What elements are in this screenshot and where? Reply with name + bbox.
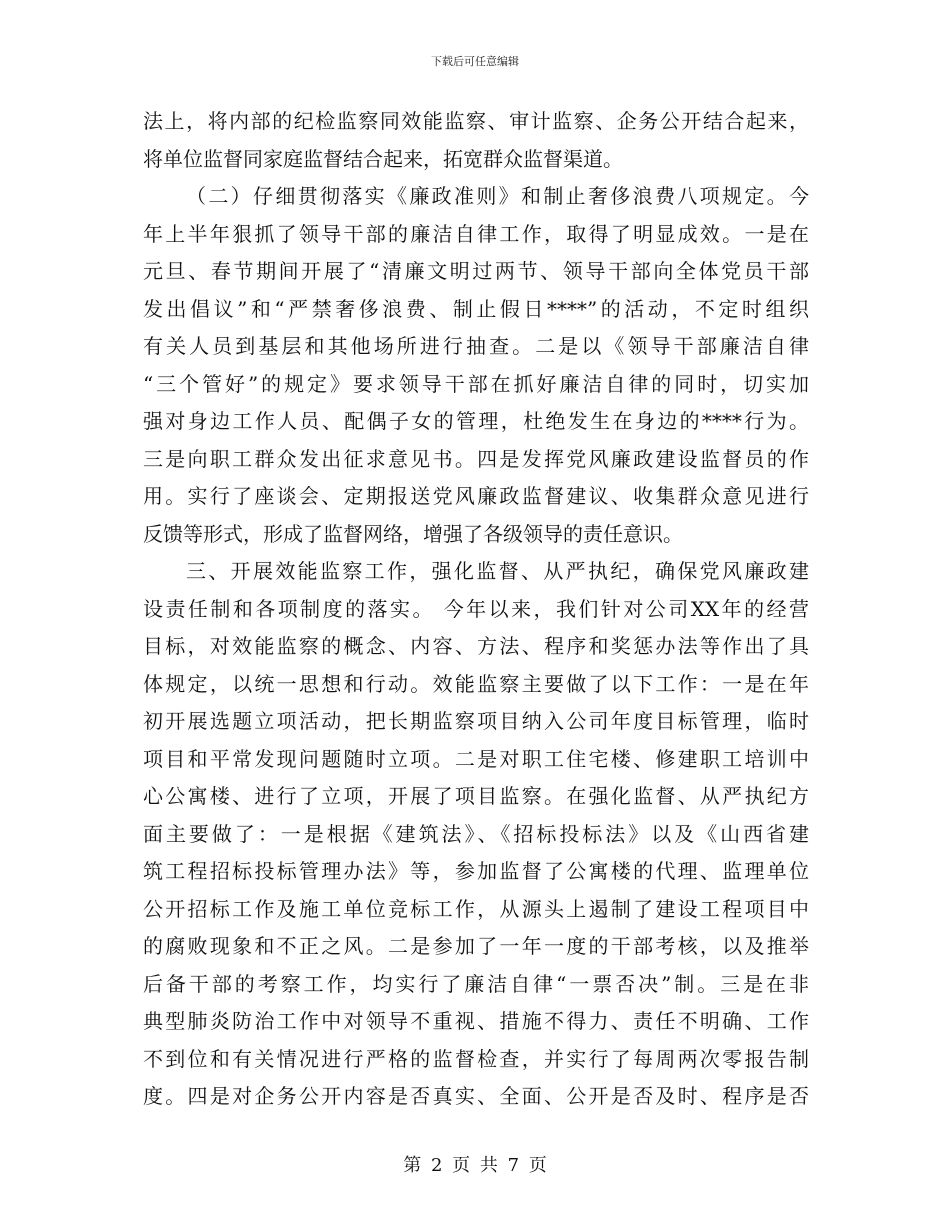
body-line: （二）仔细贯彻落实《廉政准则》和制止奢侈浪费八项规定。今	[186, 184, 809, 208]
body-line: 有关人员到基层和其他场所进行抽查。二是以《领导干部廉洁自律	[143, 334, 809, 358]
body-line: 目标，对效能监察的概念、内容、方法、程序和奖惩办法等作出了具	[143, 634, 809, 658]
body-line: 年上半年狠抓了领导干部的廉洁自律工作，取得了明显成效。一是在	[143, 221, 809, 246]
body-line: 典型肺炎防治工作中对领导不重视、措施不得力、责任不明确、工作	[143, 1009, 809, 1033]
body-line: 法上，将内部的纪检监察同效能监察、审计监察、企务公开结合起来，	[143, 109, 809, 133]
body-line: 初开展选题立项活动，把长期监察项目纳入公司年度目标管理，临时	[143, 709, 809, 733]
page-header-note: 下载后可任意编辑	[431, 55, 519, 68]
body-line: 发出倡议”和“严禁奢侈浪费、制止假日****”的活动，不定时组织	[143, 296, 809, 321]
body-line: 强对身边工作人员、配偶子女的管理，杜绝发生在身边的****行为。	[143, 409, 809, 433]
body-line: 面主要做了：一是根据《建筑法》、《招标投标法》以及《山西省建	[143, 821, 809, 846]
body-line: 不到位和有关情况进行严格的监督检查，并实行了每周两次零报告制	[143, 1046, 809, 1071]
body-line: 反馈等形式，形成了监督网络，增强了各级领导的责任意识。	[143, 521, 683, 546]
body-line: 项目和平常发现问题随时立项。二是对职工住宅楼、修建职工培训中	[143, 746, 809, 771]
body-line: 将单位监督同家庭监督结合起来，拓宽群众监督渠道。	[143, 146, 623, 171]
body-line: 用。实行了座谈会、定期报送党风廉政监督建议、收集群众意见进行	[143, 484, 809, 508]
body-line: 后备干部的考察工作，均实行了廉洁自律“一票否决”制。三是在非	[143, 971, 809, 996]
body-line: 公开招标工作及施工单位竞标工作，从源头上遏制了建设工程项目中	[143, 896, 809, 921]
body-line: “三个管好”的规定》要求领导干部在抓好廉洁自律的同时，切实加	[143, 371, 809, 396]
body-line: 筑工程招标投标管理办法》等，参加监督了公寓楼的代理、监理单位	[143, 859, 809, 883]
body-line: 三是向职工群众发出征求意见书。四是发挥党风廉政建设监督员的作	[143, 446, 809, 471]
body-line: 三、开展效能监察工作，强化监督、从严执纪，确保党风廉政建	[186, 559, 809, 583]
document-body	[143, 103, 809, 1116]
body-line: 的腐败现象和不正之风。二是参加了一年一度的干部考核，以及推举	[143, 934, 809, 958]
page-number-footer: 第 2 页 共 7 页	[403, 1155, 547, 1176]
body-line: 设责任制和各项制度的落实。 今年以来，我们针对公司XX年的经营	[143, 596, 809, 621]
body-line: 元旦、春节期间开展了“清廉文明过两节、领导干部向全体党员干部	[143, 259, 809, 283]
body-line: 心公寓楼、进行了立项，开展了项目监察。在强化监督、从严执纪方	[143, 784, 809, 808]
body-line: 度。四是对企务公开内容是否真实、全面、公开是否及时、程序是否	[143, 1084, 809, 1108]
body-line: 体规定，以统一思想和行动。效能监察主要做了以下工作：一是在年	[143, 671, 809, 696]
